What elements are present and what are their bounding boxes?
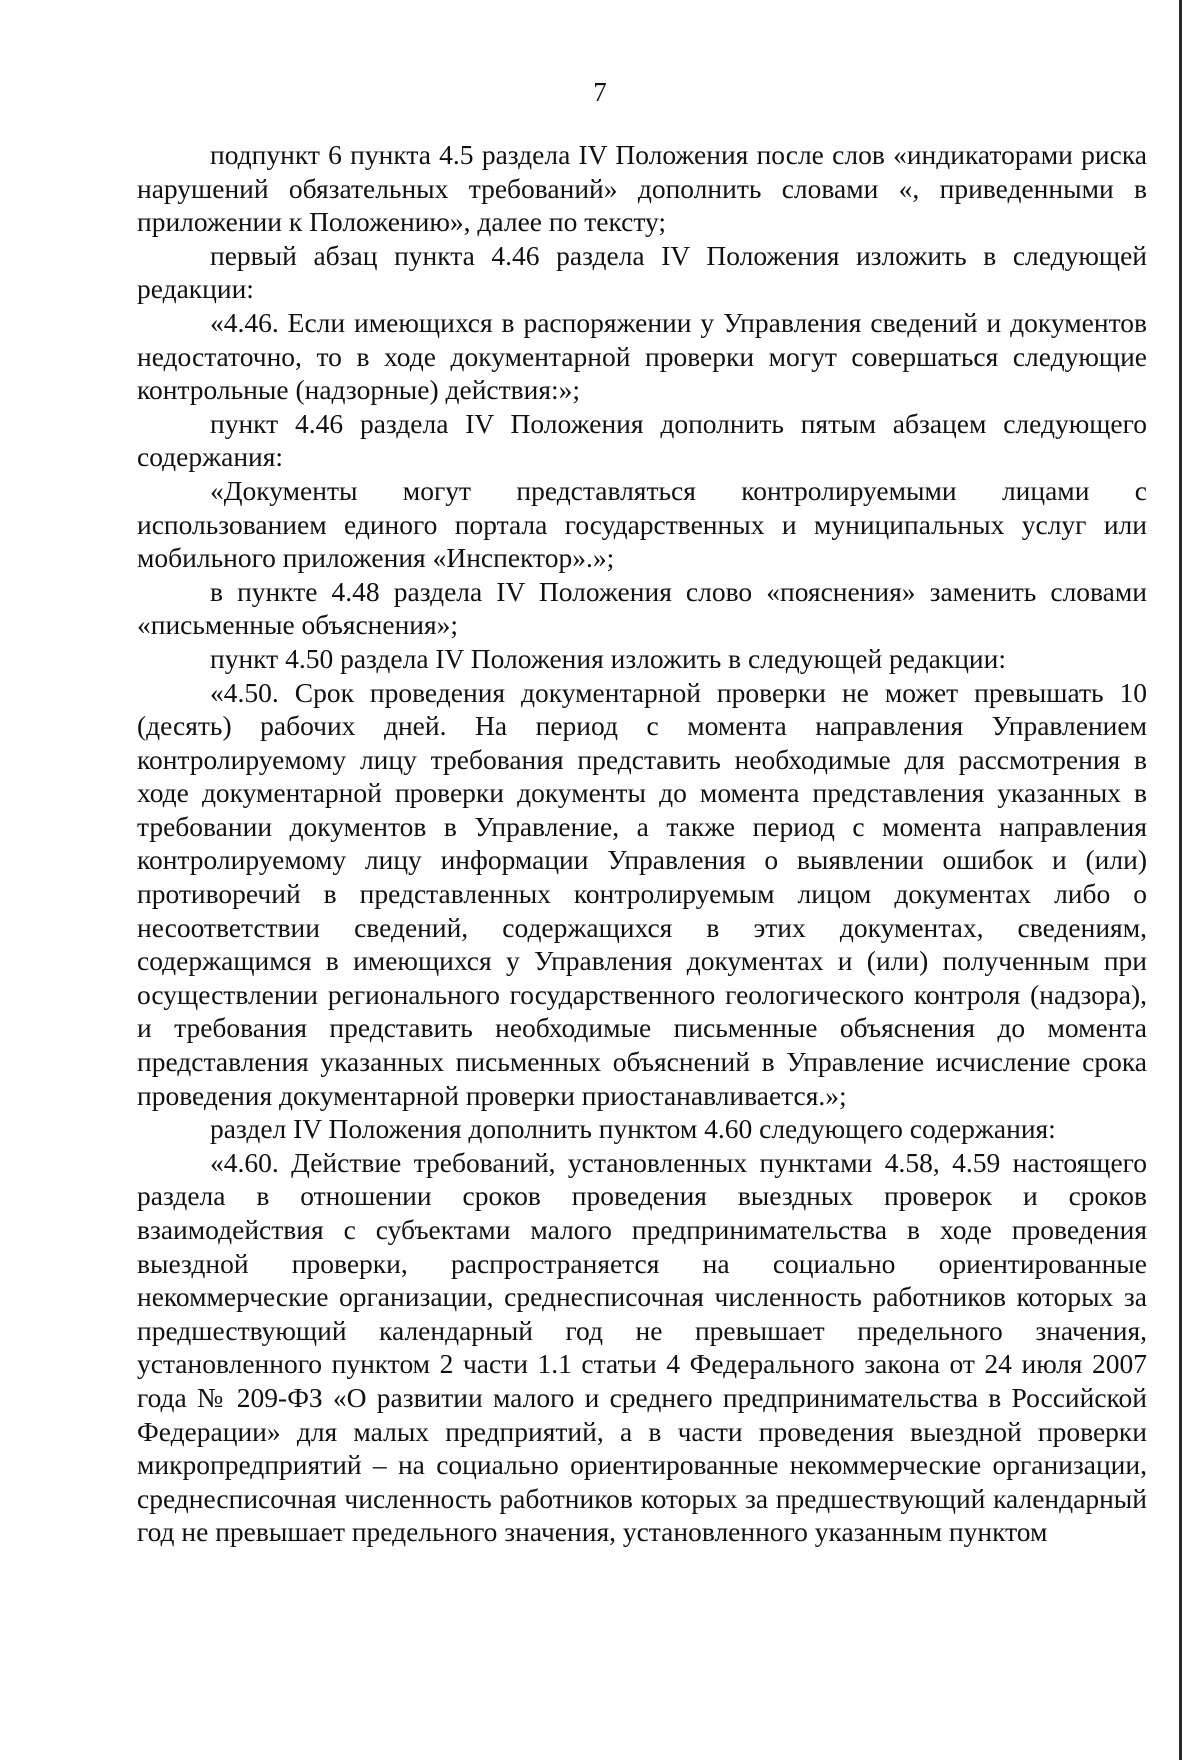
paragraph-item-4-46-addition: пункт 4.46 раздела IV Положения дополнить пятым абзацем следующего содержания: — [137, 407, 1147, 473]
document-body — [137, 138, 1147, 1549]
paragraph-item-4-46-text: «4.46. Если имеющихся в распоряжении у Управления сведений и документов недостаточно, то в ходе документарной проверки могут совершаться следующие контрольные (надзорные) действия:»; — [137, 306, 1147, 406]
paragraph-documents-portal: «Документы могут представляться контролируемыми лицами с использованием единого портала государственных и муниципальных услуг или мобильного приложения «Инспектор».»; — [137, 474, 1147, 574]
paragraph-item-4-48: в пункте 4.48 раздела IV Положения слово «пояснения» заменить словами «письменные объяснения»; — [137, 575, 1147, 641]
paragraph-item-4-60-intro: раздел IV Положения дополнить пунктом 4.60 следующего содержания: — [210, 1113, 1056, 1145]
paragraph-item-4-60-text: «4.60. Действие требований, установленных пунктами 4.58, 4.59 настоящего раздела в отношении сроков проведения выездных проверок и сроков взаимодействия с субъектами малого предпринимательства в ходе проведения выездной проверки, распространяется на социально ориентированные некоммерческие организации, среднесписочная численность работников которых за предшествующий календарный год не превышает предельного значения, установленного пунктом 2 части 1.1 статьи 4 Федерального закона от 24 июля 2007 года № 209-ФЗ «О развитии малого и среднего предпринимательства в Российской Федерации» для малых предприятий, а в части проведения выездной проверки микропредприятий – на социально ориентированные некоммерческие организации, среднесписочная численность работников которых за предшествующий календарный год не превышает предельного значения, установленного указанным пунктом — [137, 1146, 1147, 1548]
page-number: 7 — [593, 77, 607, 107]
scan-edge-line — [1179, 0, 1182, 1760]
paragraph-item-4-46-first: первый абзац пункта 4.46 раздела IV Положения изложить в следующей редакции: — [137, 239, 1147, 305]
paragraph-item-4-50-intro: пункт 4.50 раздела IV Положения изложить в следующей редакции: — [210, 642, 1006, 674]
paragraph-subitem-6-item-4-5: подпункт 6 пункта 4.5 раздела IV Положения после слов «индикаторами риска нарушений обязательных требований» дополнить словами «, приведенными в приложении к Положению», далее по тексту; — [137, 139, 1147, 238]
paragraph-item-4-50-text: «4.50. Срок проведения документарной проверки не может превышать 10 (десять) рабочих дней. На период с момента направления Управлением контролируемому лицу требования представить необходимые для рассмотрения в ходе документарной проверки документы до момента представления указанных в требовании документов в Управление, а также период с момента направления контролируемому лицу информации Управления о выявлении ошибок и (или) противоречий в представленных контролируемым лицом документах либо о несоответствии сведений, содержащихся в этих документах, сведениям, содержащимся в имеющихся у Управления документах и (или) полученным при осуществлении регионального государственного геологического контроля (надзора), и требования представить необходимые письменные объяснения до момента представления указанных письменных объяснений в Управление исчисление срока проведения документарной проверки приостанавливается.»; — [137, 676, 1147, 1111]
